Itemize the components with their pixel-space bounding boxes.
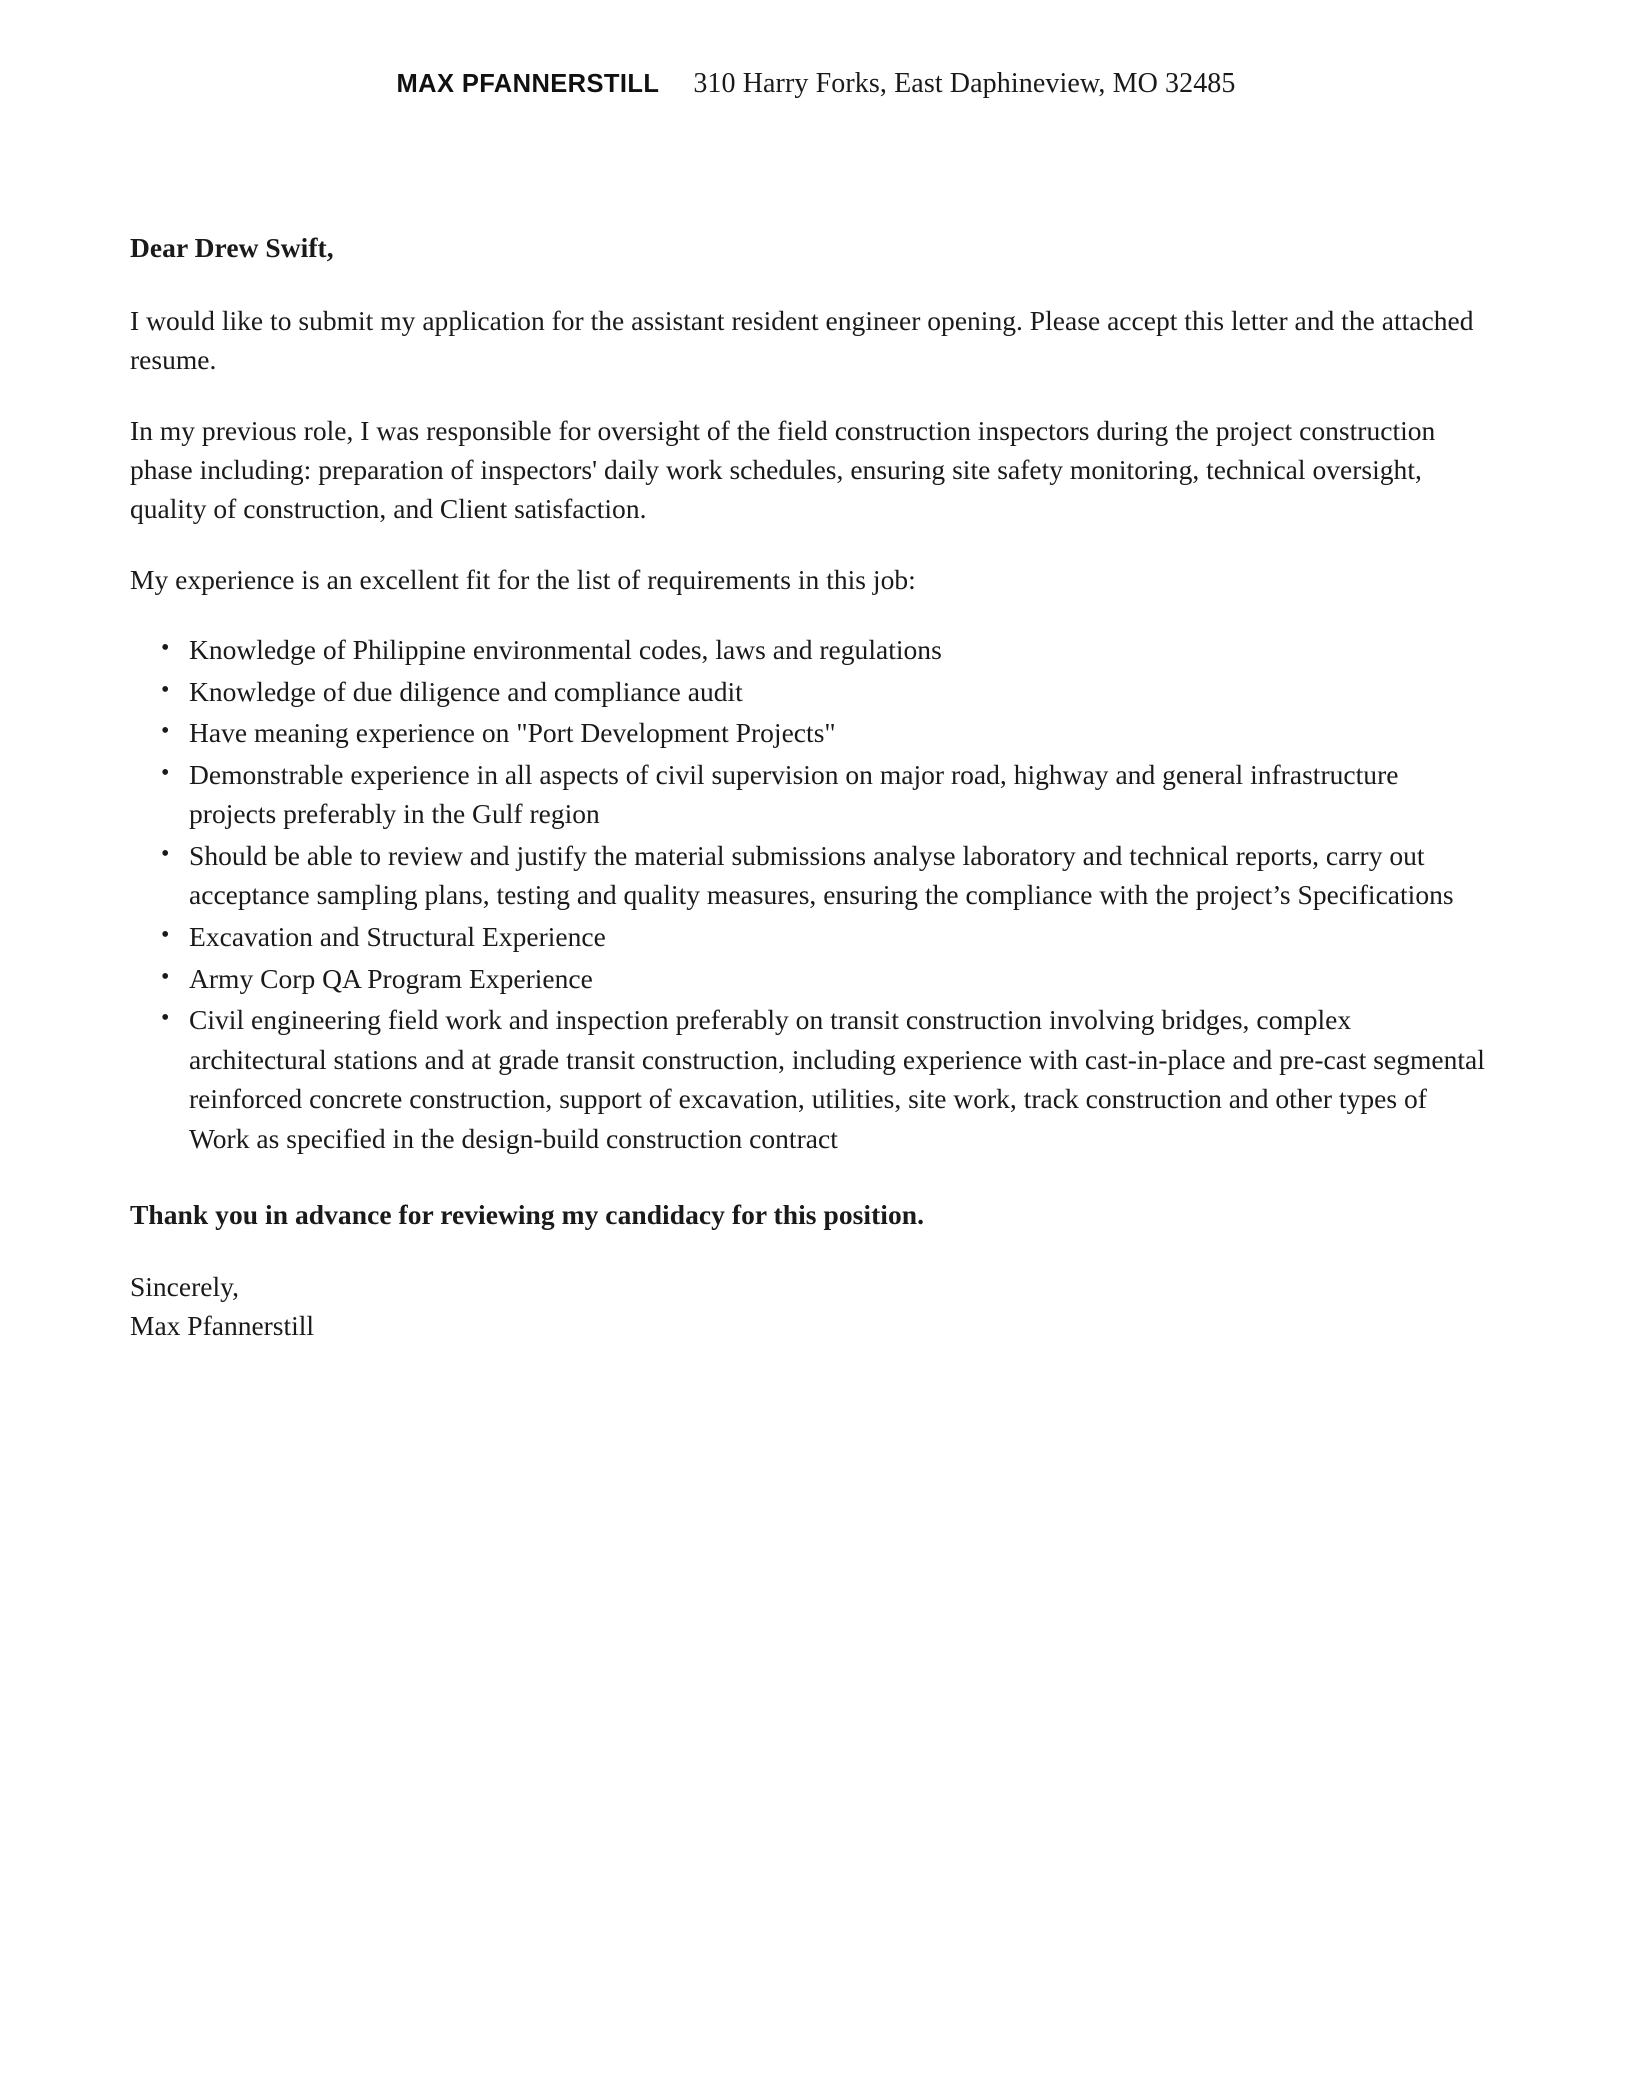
list-item: • Excavation and Structural Experience <box>130 917 1492 957</box>
signoff-line: Sincerely, <box>130 1270 239 1302</box>
list-item: • Army Corp QA Program Experience <box>130 959 1492 999</box>
letter-header <box>0 0 1632 100</box>
list-item: • Knowledge of Philippine environmental codes, laws and regulations <box>130 630 1492 670</box>
signoff-block <box>130 1267 1492 1345</box>
letter-body <box>0 228 1632 1345</box>
paragraph-requirements-lead: My experience is an excellent fit for the list of requirements in this job: <box>130 563 916 595</box>
salutation: Dear Drew Swift, <box>130 232 334 263</box>
paragraph-intro: I would like to submit my application for the assistant resident engineer opening. Please accept this letter and the attached resume. <box>130 305 1474 376</box>
signature-name: Max Pfannerstill <box>130 1309 315 1341</box>
closing-statement: Thank you in advance for reviewing my candidacy for this position. <box>130 1198 925 1230</box>
list-item: • Knowledge of due diligence and compliance audit <box>130 672 1492 712</box>
list-item: • Should be able to review and justify the material submissions analyse laboratory and technical reports, carry out acceptance sampling plans, testing and quality measures, ensuring the compliance with the project’s Specifications <box>130 836 1492 915</box>
paragraph-experience: In my previous role, I was responsible for oversight of the field construction inspectors during the project construction phase including: preparation of inspectors' daily work schedules, ensuring site safety monitoring, technical oversight, quality of construction, and Client satisfaction. <box>130 414 1436 525</box>
list-item: • Civil engineering field work and inspection preferably on transit construction involving bridges, complex architectural stations and at grade transit construction, including experience with cast-in-place and pre-cast segmental reinforced concrete construction, support of excavation, utilities, site work, track construction and other types of Work as specified in the design-build construction contract <box>130 1000 1492 1158</box>
requirements-list <box>130 630 1492 1159</box>
list-item: • Have meaning experience on "Port Development Projects" <box>130 713 1492 753</box>
sender-name: MAX PFANNERSTILL <box>396 70 660 98</box>
list-item: • Demonstrable experience in all aspects of civil supervision on major road, highway and general infrastructure projects preferably in the Gulf region <box>130 755 1492 834</box>
sender-address: 310 Harry Forks, East Daphineview, MO 32485 <box>693 68 1236 99</box>
